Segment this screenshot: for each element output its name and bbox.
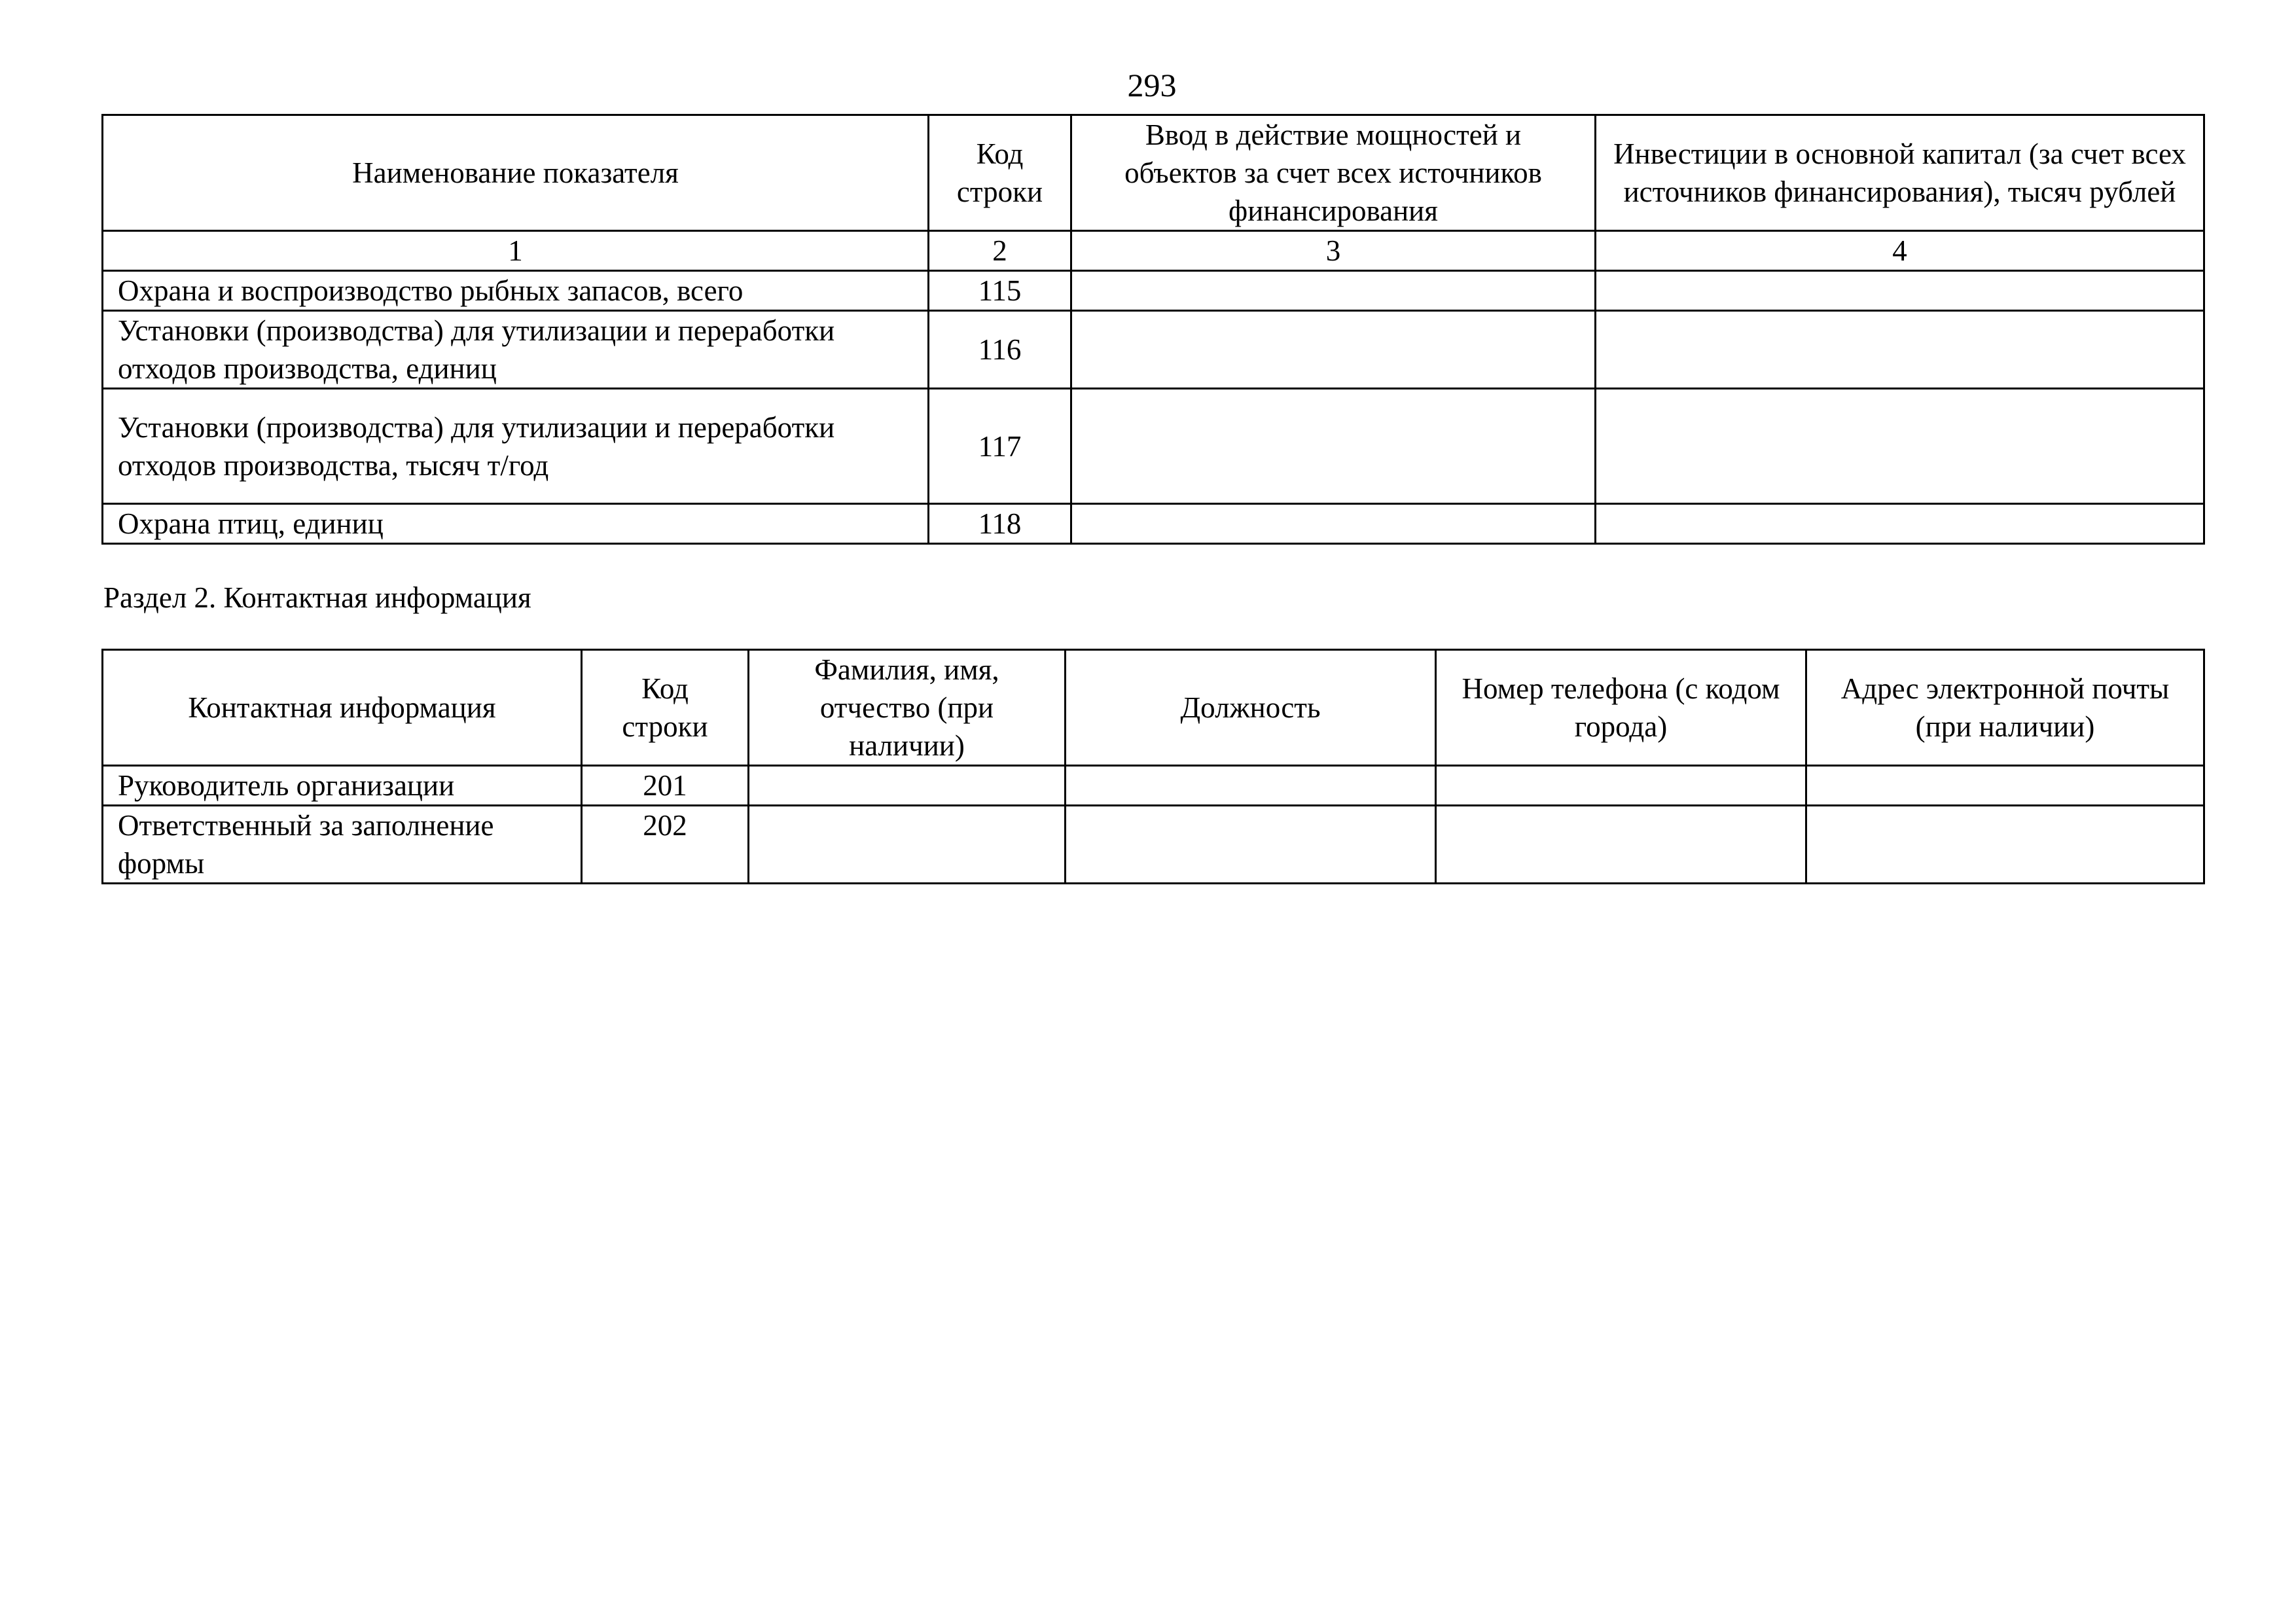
header-investments: Инвестиции в основной капитал (за счет всех источников финансирования), тысяч рублей (1596, 115, 2204, 231)
commissioning-cell[interactable] (1071, 504, 1596, 544)
table-row (103, 389, 2204, 504)
email-cell[interactable] (1806, 806, 2204, 884)
investment-cell[interactable] (1596, 271, 2204, 311)
table-header-row (103, 115, 2204, 231)
commissioning-cell[interactable] (1071, 271, 1596, 311)
page-number: 293 (1127, 67, 1177, 103)
commissioning-cell[interactable] (1071, 311, 1596, 389)
investment-cell[interactable] (1596, 504, 2204, 544)
header-email: Адрес электронной почты (при наличии) (1806, 650, 2204, 766)
header-indicator-name: Наименование показателя (103, 115, 929, 231)
header-full-name: Фамилия, имя, отчество (при наличии) (749, 650, 1066, 766)
row-code: 201 (582, 766, 749, 806)
column-number: 4 (1596, 231, 2204, 271)
commissioning-cell[interactable] (1071, 389, 1596, 504)
row-code: 115 (929, 271, 1071, 311)
full-name-cell[interactable] (749, 766, 1066, 806)
row-code: 116 (929, 311, 1071, 389)
header-contact-info: Контактная информация (103, 650, 582, 766)
investment-cell[interactable] (1596, 389, 2204, 504)
indicator-name: Установки (производства) для утилизации и переработки отходов производства, тысяч т/год (103, 389, 929, 504)
table-row (103, 504, 2204, 544)
header-row-code: Код строки (582, 650, 749, 766)
indicators-table (101, 114, 2205, 545)
header-position: Должность (1066, 650, 1436, 766)
table-row (103, 311, 2204, 389)
column-number: 3 (1071, 231, 1596, 271)
phone-cell[interactable] (1436, 806, 1806, 884)
investment-cell[interactable] (1596, 311, 2204, 389)
row-code: 117 (929, 389, 1071, 504)
contact-role: Руководитель организации (103, 766, 582, 806)
header-commissioning: Ввод в действие мощностей и объектов за счет всех источников финансирования (1071, 115, 1596, 231)
row-code: 118 (929, 504, 1071, 544)
contact-role: Ответственный за заполнение формы (103, 806, 582, 884)
table-header-row (103, 650, 2204, 766)
section-title: Раздел 2. Контактная информация (103, 581, 531, 614)
phone-cell[interactable] (1436, 766, 1806, 806)
column-numbers-row (103, 231, 2204, 271)
column-number: 2 (929, 231, 1071, 271)
row-code: 202 (582, 806, 749, 884)
position-cell[interactable] (1066, 806, 1436, 884)
table-row (103, 766, 2204, 806)
table-row (103, 271, 2204, 311)
header-row-code: Код строки (929, 115, 1071, 231)
contact-table (101, 649, 2205, 884)
indicator-name: Охрана и воспроизводство рыбных запасов, всего (103, 271, 929, 311)
indicator-name: Охрана птиц, единиц (103, 504, 929, 544)
indicator-name: Установки (производства) для утилизации и переработки отходов производства, единиц (103, 311, 929, 389)
email-cell[interactable] (1806, 766, 2204, 806)
header-phone: Номер телефона (с кодом города) (1436, 650, 1806, 766)
column-number: 1 (103, 231, 929, 271)
full-name-cell[interactable] (749, 806, 1066, 884)
table-row (103, 806, 2204, 884)
position-cell[interactable] (1066, 766, 1436, 806)
